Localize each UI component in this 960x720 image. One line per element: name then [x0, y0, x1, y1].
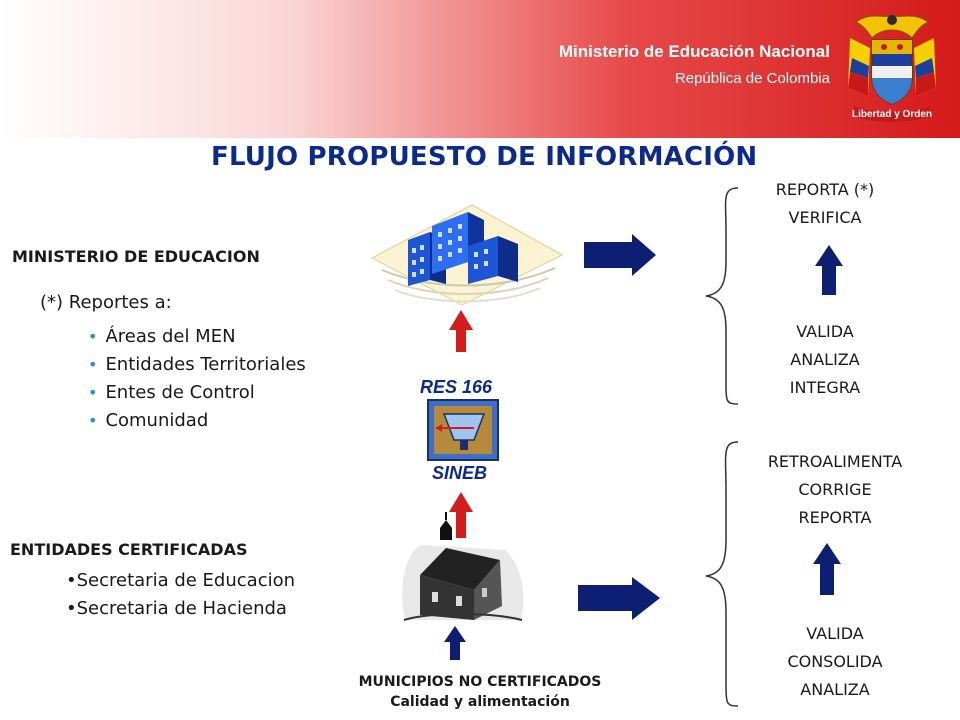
res-166-label: RES 166	[420, 377, 493, 397]
navy-arrows	[444, 234, 843, 660]
list-item-label: Áreas del MEN	[105, 326, 236, 347]
bullet-icon: •	[88, 383, 98, 402]
action-label: VALIDA	[806, 624, 864, 643]
list-item	[88, 351, 306, 379]
list-item	[88, 323, 306, 351]
red-arrows	[449, 310, 473, 538]
header-bar	[0, 0, 960, 138]
braces	[706, 188, 738, 706]
list-item-label: Entidades Territoriales	[105, 354, 306, 375]
list-item-label: Entes de Control	[105, 382, 255, 403]
navy-arrow-up	[813, 543, 841, 595]
action-label: ANALIZA	[790, 350, 860, 369]
list-item-label: Comunidad	[105, 410, 209, 431]
right-bottom-upper	[745, 448, 925, 532]
entidades-label: ENTIDADES CERTIFICADAS	[10, 540, 248, 559]
country-name: República de Colombia	[674, 70, 830, 87]
bullet-icon: •	[88, 355, 98, 374]
action-label: REPORTA	[798, 508, 872, 527]
ministry-name: Ministerio de Educación Nacional	[558, 42, 830, 61]
list-item: •Secretaria de Educacion	[66, 570, 296, 591]
brace-top	[706, 188, 738, 404]
navy-arrow-right	[578, 577, 660, 620]
action-label: ANALIZA	[800, 680, 870, 699]
reportes-list	[88, 323, 306, 435]
action-label: CORRIGE	[798, 480, 872, 499]
action-label: CONSOLIDA	[787, 652, 883, 671]
coat-of-arms-logo	[842, 8, 942, 132]
action-label: RETROALIMENTA	[767, 452, 903, 471]
navy-arrow-up	[444, 626, 466, 660]
right-top-lower	[735, 318, 915, 402]
ministry-building-icon	[372, 205, 562, 305]
entidades-list	[66, 567, 295, 623]
navy-arrow-right	[584, 234, 656, 276]
municipios-line-1: MUNICIPIOS NO CERTIFICADOS	[358, 674, 602, 690]
seal-motto: Libertad y Orden	[851, 109, 933, 120]
list-item	[88, 379, 306, 407]
right-top-upper	[735, 176, 915, 232]
list-item: •Secretaria de Hacienda	[66, 598, 287, 619]
sineb-icon	[428, 400, 498, 460]
red-arrow-up	[449, 492, 473, 538]
reportes-label: (*) Reportes a:	[40, 292, 172, 313]
list-item	[88, 407, 306, 435]
page-title: FLUJO PROPUESTO DE INFORMACIÓN	[211, 142, 758, 172]
action-label: VALIDA	[796, 322, 854, 341]
navy-arrow-up	[815, 245, 843, 295]
school-house-icon	[402, 512, 523, 620]
action-label: REPORTA (*)	[775, 180, 875, 199]
municipios-line-2: Calidad y alimentación	[390, 694, 570, 710]
action-label: INTEGRA	[789, 378, 861, 397]
bullet-icon: •	[88, 327, 98, 346]
brace-bottom	[706, 442, 738, 706]
ministerio-label: MINISTERIO DE EDUCACION	[12, 247, 260, 266]
action-label: VERIFICA	[788, 208, 862, 227]
right-bottom-lower	[745, 620, 925, 704]
municipios-label	[300, 672, 660, 712]
sineb-label: SINEB	[432, 463, 488, 483]
red-arrow-up	[449, 310, 473, 352]
bullet-icon: •	[88, 411, 98, 430]
